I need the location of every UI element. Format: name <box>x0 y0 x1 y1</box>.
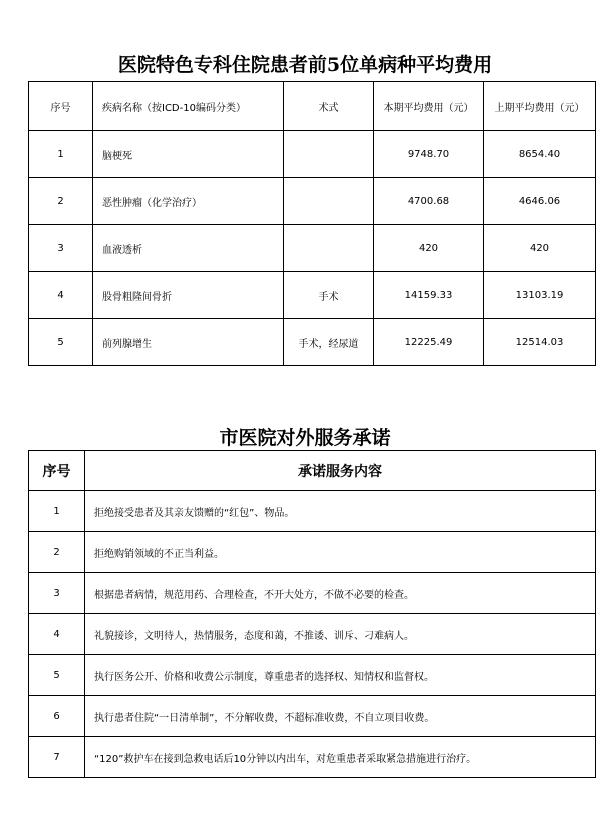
previous-cost: 12514.03 <box>484 319 596 366</box>
pledge-text: 执行医务公开、价格和收费公示制度，尊重患者的选择权、知情权和监督权。 <box>85 655 596 696</box>
row-index: 4 <box>29 272 93 319</box>
header-surgery: 术式 <box>284 82 374 131</box>
table-row <box>29 532 596 573</box>
pledge-text: 执行患者住院“一日清单制”，不分解收费，不超标准收费，不自立项目收费。 <box>85 696 596 737</box>
pledge-text: 礼貌接诊，文明待人，热情服务，态度和蔼，不推诿、训斥、刁难病人。 <box>85 614 596 655</box>
disease-name: 前列腺增生 <box>93 319 284 366</box>
current-cost: 4700.68 <box>374 178 484 225</box>
header-index: 序号 <box>29 451 85 491</box>
header-index: 序号 <box>29 82 93 131</box>
table-row <box>29 491 596 532</box>
pledge-text: 拒绝购销领域的不正当利益。 <box>85 532 596 573</box>
surgery-type: 手术 <box>284 272 374 319</box>
disease-name: 股骨粗隆间骨折 <box>93 272 284 319</box>
table-row <box>29 573 596 614</box>
row-index: 7 <box>29 737 85 778</box>
current-cost: 9748.70 <box>374 131 484 178</box>
fee-table <box>28 81 596 366</box>
row-index: 3 <box>29 225 93 272</box>
disease-name: 脑梗死 <box>93 131 284 178</box>
current-cost: 14159.33 <box>374 272 484 319</box>
current-cost: 12225.49 <box>374 319 484 366</box>
table-row <box>29 178 596 225</box>
table-row <box>29 655 596 696</box>
row-index: 1 <box>29 131 93 178</box>
pledge-text: 根据患者病情，规范用药、合理检查，不开大处方，不做不必要的检查。 <box>85 573 596 614</box>
row-index: 5 <box>29 655 85 696</box>
table-row <box>29 319 596 366</box>
surgery-type <box>284 225 374 272</box>
row-index: 3 <box>29 573 85 614</box>
disease-name: 血液透析 <box>93 225 284 272</box>
header-pledge-content: 承诺服务内容 <box>85 451 596 491</box>
header-disease-name: 疾病名称（按ICD-10编码分类） <box>93 82 284 131</box>
pledge-text: “120”救护车在接到急救电话后10分钟以内出车，对危重患者采取紧急措施进行治疗。 <box>85 737 596 778</box>
row-index: 2 <box>29 532 85 573</box>
current-cost: 420 <box>374 225 484 272</box>
header-current-cost: 本期平均费用（元） <box>374 82 484 131</box>
table-row <box>29 696 596 737</box>
disease-name: 恶性肿瘤（化学治疗） <box>93 178 284 225</box>
table-row <box>29 225 596 272</box>
pledge-table-header-row <box>29 451 596 491</box>
header-previous-cost: 上期平均费用（元） <box>484 82 596 131</box>
table-row <box>29 131 596 178</box>
service-pledge-table <box>28 450 596 778</box>
table-row <box>29 614 596 655</box>
surgery-type <box>284 131 374 178</box>
previous-cost: 420 <box>484 225 596 272</box>
table-row <box>29 737 596 778</box>
surgery-type: 手术，经尿道 <box>284 319 374 366</box>
fee-table-title: 医院特色专科住院患者前5位单病种平均费用 <box>117 54 493 76</box>
service-pledge-title: 市医院对外服务承诺 <box>219 427 391 449</box>
previous-cost: 8654.40 <box>484 131 596 178</box>
row-index: 2 <box>29 178 93 225</box>
fee-table-header-row <box>29 82 596 131</box>
row-index: 1 <box>29 491 85 532</box>
surgery-type <box>284 178 374 225</box>
pledge-text: 拒绝接受患者及其亲友馈赠的“红包”、物品。 <box>85 491 596 532</box>
row-index: 6 <box>29 696 85 737</box>
table-row <box>29 272 596 319</box>
row-index: 4 <box>29 614 85 655</box>
row-index: 5 <box>29 319 93 366</box>
previous-cost: 13103.19 <box>484 272 596 319</box>
previous-cost: 4646.06 <box>484 178 596 225</box>
